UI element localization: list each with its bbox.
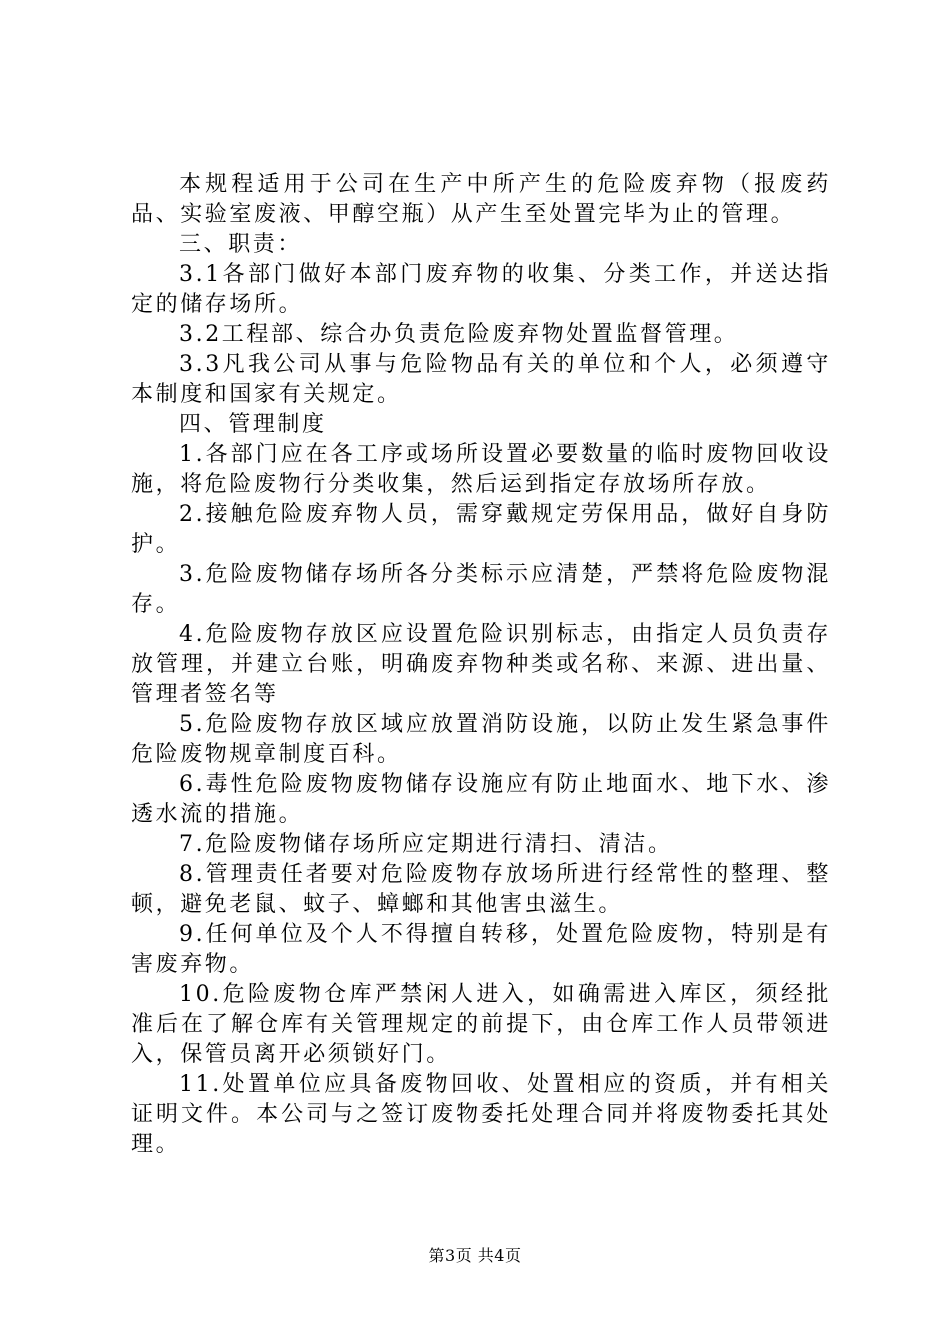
section-heading-management: 四、管理制度	[179, 412, 327, 437]
rule-item-8: 8.管理责任者要对危险废物存放场所进行经常性的整理、整顿，避免老鼠、蚊子、蟑螂和其他害虫滋生。	[131, 862, 831, 917]
rule-item-5: 5.危险废物存放区域应放置消防设施，以防止发生紧急事件危险废物规章制度百科。	[131, 712, 831, 767]
paragraph-3-3: 3.3凡我公司从事与危险物品有关的单位和个人，必须遵守本制度和国家有关规定。	[131, 352, 831, 407]
page-number-footer: 第3页 共4页	[428, 1246, 522, 1265]
paragraph-3-1: 3.1各部门做好本部门废弃物的收集、分类工作，并送达指定的储存场所。	[131, 262, 831, 317]
section-heading-responsibilities: 三、职责：	[179, 232, 303, 257]
rule-item-2: 2.接触危险废弃物人员，需穿戴规定劳保用品，做好自身防护。	[131, 502, 831, 557]
document-body	[131, 170, 831, 1160]
rule-item-11: 11.处置单位应具备废物回收、处置相应的资质，并有相关证明文件。本公司与之签订废物委托处理合同并将废物委托其处理。	[131, 1072, 831, 1157]
rule-item-9: 9.任何单位及个人不得擅自转移，处置危险废物，特别是有害废弃物。	[131, 922, 831, 977]
rule-item-4: 4.危险废物存放区应设置危险识别标志，由指定人员负责存放管理，并建立台账，明确废弃物种类或名称、来源、进出量、管理者签名等	[131, 622, 831, 707]
paragraph-scope: 本规程适用于公司在生产中所产生的危险废弃物（报废药品、实验室废液、甲醇空瓶）从产生至处置完毕为止的管理。	[131, 172, 831, 227]
rule-item-7: 7.危险废物储存场所应定期进行清扫、清洁。	[179, 832, 673, 857]
paragraph-3-2: 3.2工程部、综合办负责危险废弃物处置监督管理。	[179, 322, 739, 347]
rule-item-10: 10.危险废物仓库严禁闲人进入，如确需进入库区，须经批准后在了解仓库有关管理规定的前提下，由仓库工作人员带领进入，保管员离开必须锁好门。	[131, 982, 831, 1067]
rule-item-1: 1.各部门应在各工序或场所设置必要数量的临时废物回收设施，将危险废物行分类收集，然后运到指定存放场所存放。	[131, 442, 831, 497]
rule-item-3: 3.危险废物储存场所各分类标示应清楚，严禁将危险废物混存。	[131, 562, 831, 617]
rule-item-6: 6.毒性危险废物废物储存设施应有防止地面水、地下水、渗透水流的措施。	[131, 772, 831, 827]
